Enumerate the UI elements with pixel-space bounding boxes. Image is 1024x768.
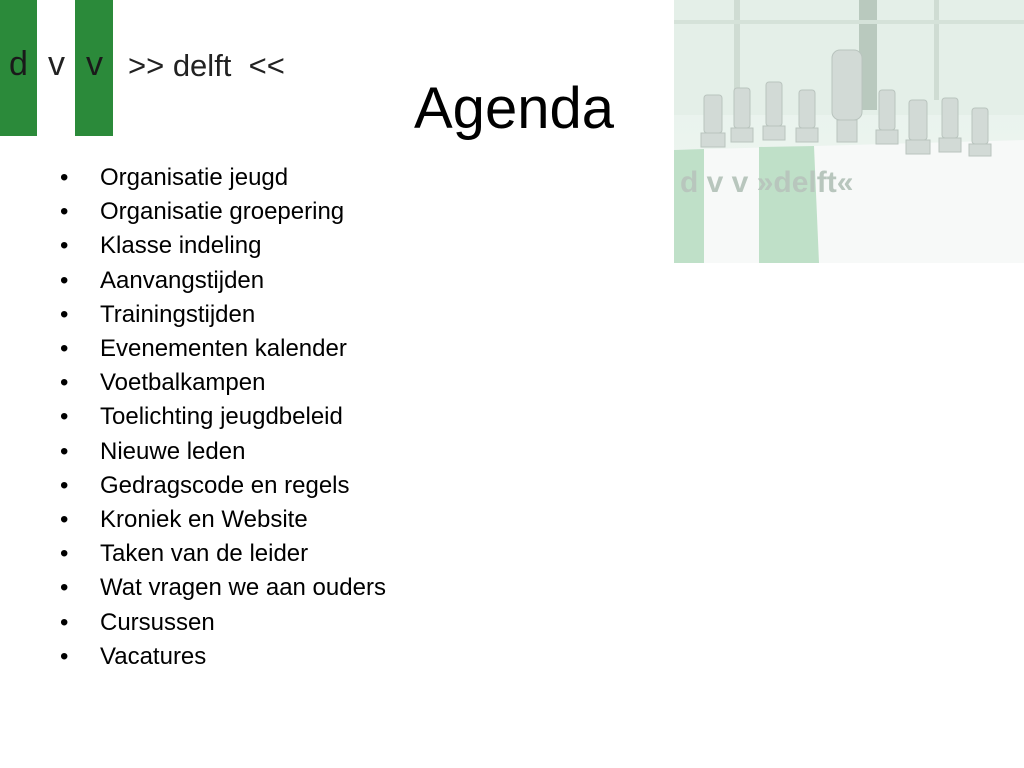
logo-letter: v (48, 45, 65, 83)
list-item-text: Cursussen (100, 608, 215, 636)
bullet: • (60, 266, 69, 294)
list-item (60, 161, 386, 195)
list-item (60, 469, 386, 503)
list-item-text: Organisatie groepering (100, 198, 345, 226)
slide-title: Agenda (414, 76, 614, 141)
list-item (60, 606, 386, 640)
list-item-text: Aanvangstijden (100, 266, 265, 294)
list-item-text: Nieuwe leden (100, 437, 246, 465)
bullet: • (60, 232, 69, 260)
logo-text: >> delft << (128, 48, 285, 83)
list-item-text: Trainingstijden (100, 300, 256, 328)
list-item-text: Wat vragen we aan ouders (100, 574, 386, 602)
list-item (60, 435, 386, 469)
list-item-text: Taken van de leider (100, 540, 309, 568)
logo-letter: v (86, 45, 103, 83)
list-item (60, 229, 386, 263)
bullet: • (60, 369, 69, 397)
list-item-text: Gedragscode en regels (100, 471, 350, 499)
bullet: • (60, 198, 69, 226)
list-item-text: Kroniek en Website (100, 506, 308, 534)
list-item (60, 537, 386, 571)
bullet: • (60, 506, 69, 534)
bullet: • (60, 403, 69, 431)
list-item-text: Evenementen kalender (100, 335, 347, 363)
list-item-text: Vacatures (100, 642, 207, 670)
list-item-text: Organisatie jeugd (100, 164, 289, 191)
bullet: • (60, 540, 69, 568)
list-item (60, 195, 386, 229)
agenda-list (60, 161, 386, 674)
list-item (60, 264, 386, 298)
club-logo (0, 0, 320, 136)
banner-text: d v v »delft« (680, 166, 854, 199)
list-item (60, 400, 386, 434)
list-item (60, 332, 386, 366)
bullet: • (60, 300, 69, 328)
list-item (60, 640, 386, 674)
bullet: • (60, 608, 69, 636)
bullet: • (60, 335, 69, 363)
list-item-text: Klasse indeling (100, 232, 262, 260)
list-item (60, 503, 386, 537)
list-item (60, 298, 386, 332)
bullet: • (60, 642, 69, 670)
list-item-text: Toelichting jeugdbeleid (100, 403, 343, 431)
bullet: • (60, 164, 69, 191)
list-item-text: Voetbalkampen (100, 369, 266, 397)
bullet: • (60, 574, 69, 602)
bullet: • (60, 437, 69, 465)
list-item (60, 571, 386, 605)
bullet: • (60, 471, 69, 499)
list-item (60, 366, 386, 400)
trophies-illustration (674, 0, 1024, 263)
trophies-photo (674, 0, 1024, 263)
logo-letter: d (9, 45, 28, 83)
